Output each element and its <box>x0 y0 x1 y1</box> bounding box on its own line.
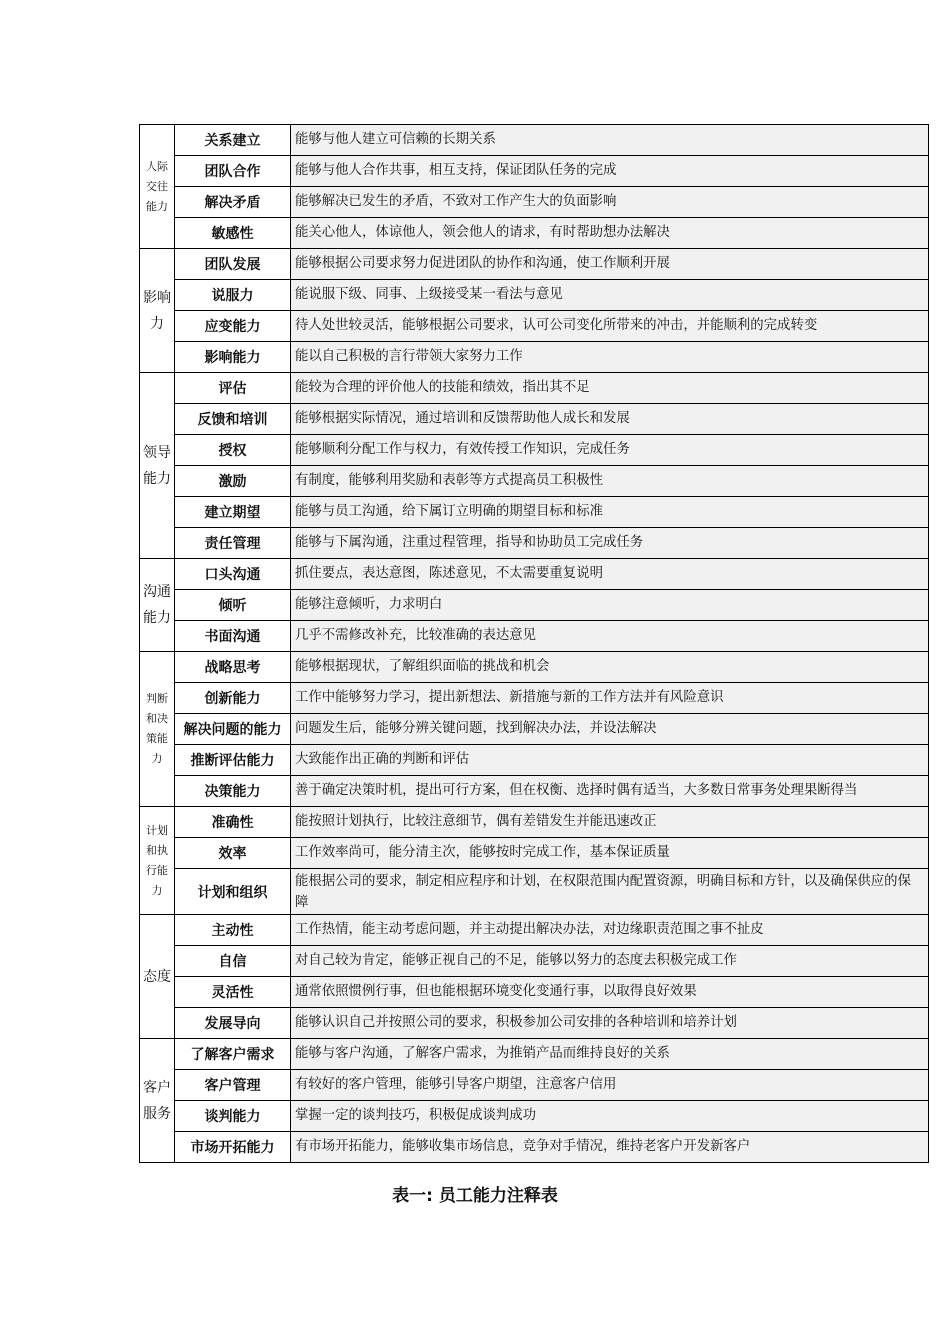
competency-name: 主动性 <box>175 915 291 946</box>
competency-description: 工作效率尚可，能分清主次，能够按时完成工作，基本保证质量 <box>291 838 929 869</box>
table-row <box>140 125 929 156</box>
competency-name: 激励 <box>175 466 291 497</box>
competency-name: 授权 <box>175 435 291 466</box>
table-row <box>140 342 929 373</box>
table-row <box>140 311 929 342</box>
table-row <box>140 915 929 946</box>
competency-name: 团队合作 <box>175 156 291 187</box>
table-row <box>140 218 929 249</box>
competency-name: 计划和组织 <box>175 869 291 915</box>
competency-description: 能较为合理的评价他人的技能和绩效，指出其不足 <box>291 373 929 404</box>
competency-description: 能关心他人，体谅他人，领会他人的请求，有时帮助想办法解决 <box>291 218 929 249</box>
table-row <box>140 559 929 590</box>
competency-description: 能够与客户沟通，了解客户需求，为推销产品而维持良好的关系 <box>291 1039 929 1070</box>
competency-description: 能够与他人建立可信赖的长期关系 <box>291 125 929 156</box>
competency-name: 评估 <box>175 373 291 404</box>
competency-table-body <box>140 125 929 1163</box>
competency-name: 效率 <box>175 838 291 869</box>
competency-name: 建立期望 <box>175 497 291 528</box>
table-row <box>140 1101 929 1132</box>
competency-name: 责任管理 <box>175 528 291 559</box>
table-row <box>140 1008 929 1039</box>
table-row <box>140 1039 929 1070</box>
category-cell: 影响力 <box>140 249 175 373</box>
table-row <box>140 187 929 218</box>
table-row <box>140 404 929 435</box>
competency-name: 解决问题的能力 <box>175 714 291 745</box>
competency-name: 决策能力 <box>175 776 291 807</box>
table-row <box>140 869 929 915</box>
competency-table-container <box>139 124 928 1163</box>
table-row <box>140 497 929 528</box>
competency-name: 创新能力 <box>175 683 291 714</box>
table-row <box>140 590 929 621</box>
competency-description: 能够根据实际情况，通过培训和反馈帮助他人成长和发展 <box>291 404 929 435</box>
competency-name: 客户管理 <box>175 1070 291 1101</box>
competency-description: 能够与员工沟通，给下属订立明确的期望目标和标准 <box>291 497 929 528</box>
competency-name: 推断评估能力 <box>175 745 291 776</box>
competency-description: 能够根据现状，了解组织面临的挑战和机会 <box>291 652 929 683</box>
competency-name: 发展导向 <box>175 1008 291 1039</box>
competency-name: 口头沟通 <box>175 559 291 590</box>
competency-description: 工作热情，能主动考虑问题，并主动提出解决办法，对边缘职责范围之事不扯皮 <box>291 915 929 946</box>
competency-description: 掌握一定的谈判技巧，积极促成谈判成功 <box>291 1101 929 1132</box>
competency-name: 灵活性 <box>175 977 291 1008</box>
competency-name: 倾听 <box>175 590 291 621</box>
competency-description: 能够注意倾听，力求明白 <box>291 590 929 621</box>
competency-description: 能够顺利分配工作与权力，有效传授工作知识，完成任务 <box>291 435 929 466</box>
category-cell: 客户服务 <box>140 1039 175 1163</box>
competency-name: 反馈和培训 <box>175 404 291 435</box>
competency-name: 解决矛盾 <box>175 187 291 218</box>
competency-name: 应变能力 <box>175 311 291 342</box>
category-cell: 态度 <box>140 915 175 1039</box>
competency-name: 市场开拓能力 <box>175 1132 291 1163</box>
competency-description: 对自己较为肯定，能够正视自己的不足，能够以努力的态度去积极完成工作 <box>291 946 929 977</box>
table-row <box>140 946 929 977</box>
table-row <box>140 1070 929 1101</box>
table-row <box>140 807 929 838</box>
table-row <box>140 249 929 280</box>
category-cell: 判断和决策能力 <box>140 652 175 807</box>
category-cell: 人际交往能力 <box>140 125 175 249</box>
competency-name: 团队发展 <box>175 249 291 280</box>
competency-name: 书面沟通 <box>175 621 291 652</box>
table-row <box>140 373 929 404</box>
category-cell: 领导能力 <box>140 373 175 559</box>
table-row <box>140 838 929 869</box>
competency-description: 能够与下属沟通，注重过程管理，指导和协助员工完成任务 <box>291 528 929 559</box>
competency-description: 能够根据公司要求努力促进团队的协作和沟通，使工作顺利开展 <box>291 249 929 280</box>
category-cell: 沟通能力 <box>140 559 175 652</box>
competency-description: 能够与他人合作共事，相互支持，保证团队任务的完成 <box>291 156 929 187</box>
competency-description: 有较好的客户管理，能够引导客户期望，注意客户信用 <box>291 1070 929 1101</box>
category-cell: 计划和执行能力 <box>140 807 175 915</box>
competency-description: 问题发生后，能够分辨关键问题，找到解决办法，并设法解决 <box>291 714 929 745</box>
table-caption: 表一: 员工能力注释表 <box>392 1186 558 1206</box>
competency-description: 能按照计划执行，比较注意细节，偶有差错发生并能迅速改正 <box>291 807 929 838</box>
table-row <box>140 435 929 466</box>
competency-name: 敏感性 <box>175 218 291 249</box>
competency-description: 大致能作出正确的判断和评估 <box>291 745 929 776</box>
competency-description: 通常依照惯例行事，但也能根据环境变化变通行事，以取得良好效果 <box>291 977 929 1008</box>
competency-description: 有制度，能够利用奖励和表彰等方式提高员工积极性 <box>291 466 929 497</box>
table-row <box>140 977 929 1008</box>
competency-name: 谈判能力 <box>175 1101 291 1132</box>
table-row <box>140 466 929 497</box>
competency-name: 了解客户需求 <box>175 1039 291 1070</box>
competency-description: 善于确定决策时机，提出可行方案，但在权衡、选择时偶有适当，大多数日常事务处理果断得当 <box>291 776 929 807</box>
competency-description: 有市场开拓能力，能够收集市场信息，竞争对手情况，维持老客户开发新客户 <box>291 1132 929 1163</box>
competency-description: 能说服下级、同事、上级接受某一看法与意见 <box>291 280 929 311</box>
competency-table <box>139 124 929 1163</box>
table-row <box>140 156 929 187</box>
table-row <box>140 652 929 683</box>
table-row <box>140 280 929 311</box>
competency-description: 抓住要点，表达意图，陈述意见，不太需要重复说明 <box>291 559 929 590</box>
competency-name: 自信 <box>175 946 291 977</box>
table-row <box>140 745 929 776</box>
competency-name: 影响能力 <box>175 342 291 373</box>
competency-description: 能以自己积极的言行带领大家努力工作 <box>291 342 929 373</box>
competency-description: 能够认识自己并按照公司的要求，积极参加公司安排的各种培训和培养计划 <box>291 1008 929 1039</box>
competency-description: 能根据公司的要求，制定相应程序和计划，在权限范围内配置资源，明确目标和方针，以及确保供应的保障 <box>291 869 929 915</box>
competency-description: 工作中能够努力学习，提出新想法、新措施与新的工作方法并有风险意识 <box>291 683 929 714</box>
table-row <box>140 776 929 807</box>
competency-description: 能够解决已发生的矛盾，不致对工作产生大的负面影响 <box>291 187 929 218</box>
competency-name: 说服力 <box>175 280 291 311</box>
competency-description: 待人处世较灵活，能够根据公司要求，认可公司变化所带来的冲击，并能顺利的完成转变 <box>291 311 929 342</box>
table-row <box>140 714 929 745</box>
table-row <box>140 528 929 559</box>
table-row <box>140 1132 929 1163</box>
competency-name: 战略思考 <box>175 652 291 683</box>
competency-name: 关系建立 <box>175 125 291 156</box>
competency-description: 几乎不需修改补充，比较准确的表达意见 <box>291 621 929 652</box>
table-row <box>140 621 929 652</box>
table-row <box>140 683 929 714</box>
competency-name: 准确性 <box>175 807 291 838</box>
